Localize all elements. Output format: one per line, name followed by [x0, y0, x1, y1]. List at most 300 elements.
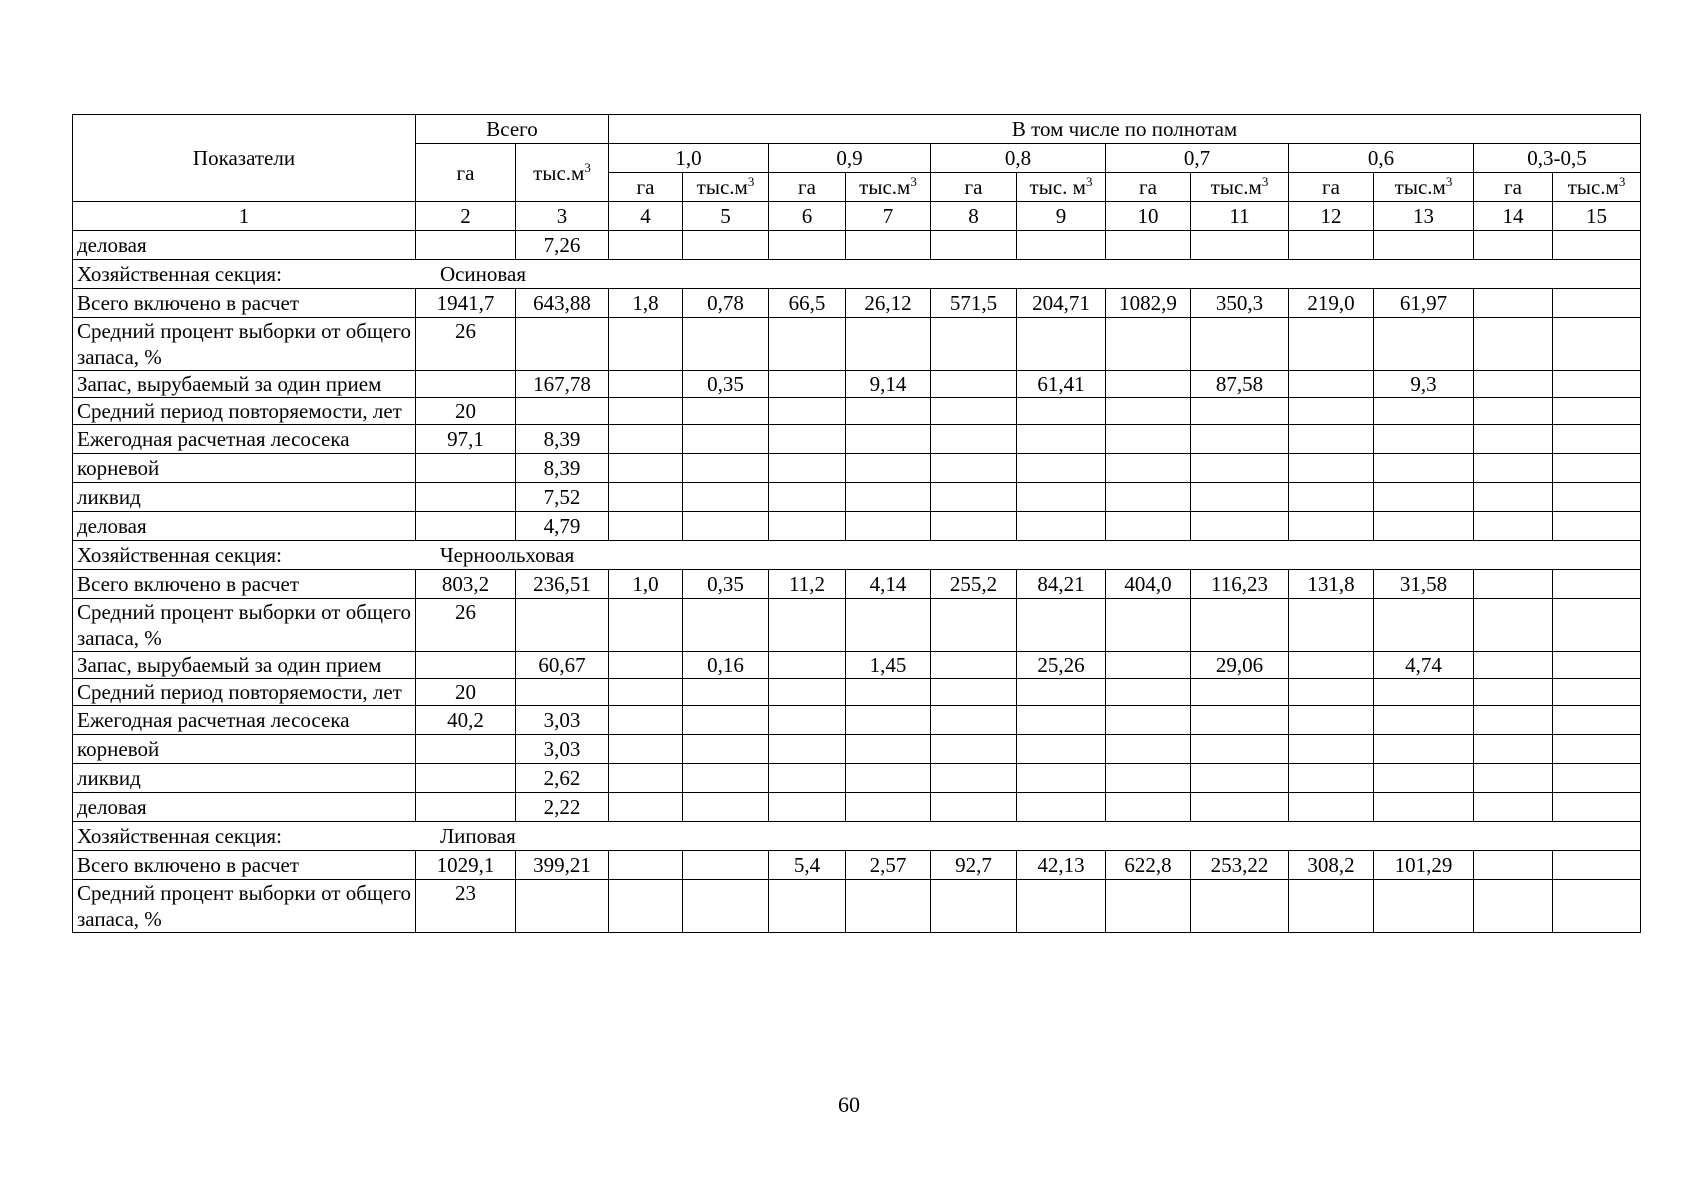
table-cell: 219,0: [1289, 289, 1374, 318]
table-cell: [516, 880, 609, 933]
table-cell: [769, 483, 846, 512]
table-row: [73, 570, 1641, 599]
column-number: 3: [516, 202, 609, 231]
table-cell: 0,35: [683, 570, 769, 599]
section-row: [73, 822, 1641, 851]
header-indicators: Показатели: [73, 115, 416, 202]
column-number: 8: [931, 202, 1017, 231]
table-cell: 23: [416, 880, 516, 933]
table-cell: 2,62: [516, 764, 609, 793]
table-cell: [1106, 793, 1191, 822]
header-density-2: 0,9: [769, 144, 931, 173]
table-cell: [609, 425, 683, 454]
table-cell: [1474, 425, 1553, 454]
table-cell: 66,5: [769, 289, 846, 318]
table-cell: [931, 398, 1017, 425]
header-vol: тыс. $м^3$: [1017, 173, 1106, 202]
table-cell: [1474, 706, 1553, 735]
table-cell: [1553, 793, 1641, 822]
table-cell: [416, 512, 516, 541]
table-cell: [416, 652, 516, 679]
table-cell: 26: [416, 318, 516, 371]
table-cell: [683, 483, 769, 512]
table-row: [73, 231, 1641, 260]
table-cell: [609, 454, 683, 483]
table-cell: [1374, 764, 1474, 793]
section-name: Черноольховая: [439, 543, 575, 567]
table-cell: [1191, 735, 1289, 764]
table-cell: [769, 599, 846, 652]
table-cell: [1191, 512, 1289, 541]
header-density-6: 0,3-0,5: [1474, 144, 1641, 173]
table-cell: [1553, 371, 1641, 398]
table-cell: [609, 398, 683, 425]
table-cell: [609, 231, 683, 260]
table-row: [73, 398, 1641, 425]
header-total-vol: $тыс.м^3$: [516, 144, 609, 202]
table-cell: [683, 512, 769, 541]
table-row: [73, 371, 1641, 398]
table-row: [73, 735, 1641, 764]
table-row: [73, 679, 1641, 706]
table-cell: [1374, 599, 1474, 652]
table-cell: [1191, 425, 1289, 454]
table-cell: [516, 318, 609, 371]
table-cell: [1017, 231, 1106, 260]
table-cell: [683, 880, 769, 933]
table-cell: [846, 425, 931, 454]
column-number: 15: [1553, 202, 1641, 231]
row-label: Ежегодная расчетная лесосека: [73, 706, 416, 735]
table-cell: 8,39: [516, 425, 609, 454]
table-cell: [1017, 599, 1106, 652]
table-cell: [1474, 483, 1553, 512]
table-cell: 61,41: [1017, 371, 1106, 398]
table-cell: [1106, 652, 1191, 679]
table-cell: [1191, 231, 1289, 260]
table-cell: [609, 679, 683, 706]
table-cell: [846, 793, 931, 822]
table-cell: [683, 706, 769, 735]
table-cell: [1191, 880, 1289, 933]
table-row: [73, 880, 1641, 933]
column-number: 6: [769, 202, 846, 231]
table-cell: [1553, 706, 1641, 735]
table-cell: [1374, 231, 1474, 260]
table-cell: [1106, 735, 1191, 764]
table-cell: [416, 793, 516, 822]
table-cell: [931, 425, 1017, 454]
table-cell: 40,2: [416, 706, 516, 735]
table-cell: [1106, 454, 1191, 483]
header-vol: $тыс.м^3$: [1553, 173, 1641, 202]
table-cell: [769, 679, 846, 706]
table-cell: 29,06: [1191, 652, 1289, 679]
table-cell: 60,67: [516, 652, 609, 679]
table-cell: [846, 231, 931, 260]
table-cell: [1191, 793, 1289, 822]
table-cell: [1106, 599, 1191, 652]
row-label: Всего включено в расчет: [73, 851, 416, 880]
table-cell: [931, 679, 1017, 706]
table-cell: [1191, 454, 1289, 483]
table-cell: 622,8: [1106, 851, 1191, 880]
table-cell: [1289, 454, 1374, 483]
row-label: Средний период повторяемости, лет: [73, 398, 416, 425]
table-cell: [1553, 454, 1641, 483]
table-cell: [1106, 371, 1191, 398]
table-cell: [1374, 398, 1474, 425]
header-ha: га: [1474, 173, 1553, 202]
table-row: [73, 793, 1641, 822]
table-cell: [1289, 599, 1374, 652]
table-cell: 803,2: [416, 570, 516, 599]
header-ha: га: [609, 173, 683, 202]
column-number: 14: [1474, 202, 1553, 231]
table-cell: 253,22: [1191, 851, 1289, 880]
table-cell: [1553, 652, 1641, 679]
table-cell: [769, 735, 846, 764]
header-density-4: 0,7: [1106, 144, 1289, 173]
forest-harvest-table: [72, 114, 1641, 933]
table-cell: 7,52: [516, 483, 609, 512]
column-number: 9: [1017, 202, 1106, 231]
table-cell: [931, 652, 1017, 679]
table-cell: [1553, 483, 1641, 512]
table-cell: [931, 231, 1017, 260]
table-cell: 1082,9: [1106, 289, 1191, 318]
section-prefix: Хозяйственная секция:: [77, 543, 282, 567]
table-cell: [609, 371, 683, 398]
table-cell: [1374, 512, 1474, 541]
table-cell: [1553, 289, 1641, 318]
table-cell: [1374, 425, 1474, 454]
table-cell: [1017, 880, 1106, 933]
table-cell: [1289, 735, 1374, 764]
column-number: 12: [1289, 202, 1374, 231]
table-cell: [1474, 289, 1553, 318]
table-cell: [1017, 454, 1106, 483]
table-cell: [1553, 398, 1641, 425]
table-cell: [609, 483, 683, 512]
row-label: Средний процент выборки от общего запаса, %: [73, 880, 416, 933]
section-cell: [73, 541, 1641, 570]
table-cell: [683, 398, 769, 425]
table-cell: [1553, 425, 1641, 454]
table-cell: 131,8: [1289, 570, 1374, 599]
table-cell: [769, 318, 846, 371]
table-cell: [1474, 880, 1553, 933]
table-cell: [1474, 512, 1553, 541]
table-cell: 3,03: [516, 706, 609, 735]
table-cell: [1553, 764, 1641, 793]
table-cell: [769, 512, 846, 541]
table-cell: [609, 851, 683, 880]
table-cell: [1553, 679, 1641, 706]
table-cell: 31,58: [1374, 570, 1474, 599]
table-cell: [1289, 793, 1374, 822]
table-cell: [846, 880, 931, 933]
page-number: 60: [838, 1092, 860, 1117]
table-cell: [846, 398, 931, 425]
table-cell: [1017, 793, 1106, 822]
table-cell: 92,7: [931, 851, 1017, 880]
table-cell: [1553, 512, 1641, 541]
table-cell: [1191, 599, 1289, 652]
table-cell: [1289, 231, 1374, 260]
table-cell: [1017, 735, 1106, 764]
table-cell: [1289, 880, 1374, 933]
table-cell: 97,1: [416, 425, 516, 454]
table-cell: [1017, 679, 1106, 706]
table-cell: [1289, 764, 1374, 793]
table-cell: 87,58: [1191, 371, 1289, 398]
section-cell: [73, 260, 1641, 289]
column-number: 4: [609, 202, 683, 231]
table-cell: [416, 231, 516, 260]
table-cell: [1017, 398, 1106, 425]
table-cell: [846, 706, 931, 735]
table-cell: [609, 764, 683, 793]
row-label: Средний процент выборки от общего запаса, %: [73, 599, 416, 652]
table-row: [73, 318, 1641, 371]
header-density-3: 0,8: [931, 144, 1106, 173]
table-cell: [1374, 318, 1474, 371]
table-cell: [931, 483, 1017, 512]
table-cell: [1289, 398, 1374, 425]
row-label: ликвид: [73, 764, 416, 793]
table-cell: 8,39: [516, 454, 609, 483]
table-cell: [931, 454, 1017, 483]
table-cell: [683, 679, 769, 706]
table-cell: 1,8: [609, 289, 683, 318]
section-name: Осиновая: [439, 262, 527, 286]
header-vol: $тыс.м^3$: [683, 173, 769, 202]
table-cell: 9,3: [1374, 371, 1474, 398]
column-number: 1: [73, 202, 416, 231]
table-row: [73, 483, 1641, 512]
table-row: [73, 851, 1641, 880]
table-cell: 350,3: [1191, 289, 1289, 318]
table-cell: 236,51: [516, 570, 609, 599]
table-header: [73, 115, 1641, 231]
column-numbers-row: [73, 202, 1641, 231]
table-cell: [1106, 679, 1191, 706]
table-cell: 4,14: [846, 570, 931, 599]
table-cell: 3,03: [516, 735, 609, 764]
table-cell: [516, 398, 609, 425]
table-cell: [1474, 652, 1553, 679]
table-cell: [1191, 398, 1289, 425]
table-cell: 20: [416, 398, 516, 425]
table-cell: 11,2: [769, 570, 846, 599]
table-body: [73, 231, 1641, 933]
table-cell: [846, 483, 931, 512]
table-cell: [609, 880, 683, 933]
table-cell: [609, 793, 683, 822]
table-cell: 26,12: [846, 289, 931, 318]
table-cell: [1289, 371, 1374, 398]
table-cell: [931, 318, 1017, 371]
section-prefix: Хозяйственная секция:: [77, 824, 282, 848]
table-cell: [846, 318, 931, 371]
table-cell: [1289, 318, 1374, 371]
table-cell: 0,78: [683, 289, 769, 318]
table-cell: [769, 425, 846, 454]
column-number: 5: [683, 202, 769, 231]
table-cell: [1553, 599, 1641, 652]
table-cell: [931, 764, 1017, 793]
header-ha: га: [1106, 173, 1191, 202]
table-cell: [1474, 764, 1553, 793]
table-row: [73, 652, 1641, 679]
table-cell: [416, 483, 516, 512]
table-cell: 20: [416, 679, 516, 706]
header-ha: га: [1289, 173, 1374, 202]
section-row: [73, 260, 1641, 289]
table-cell: [769, 454, 846, 483]
table-cell: [516, 679, 609, 706]
row-label: Запас, вырубаемый за один прием: [73, 652, 416, 679]
table-cell: [1017, 483, 1106, 512]
table-cell: 4,74: [1374, 652, 1474, 679]
table-cell: [1553, 735, 1641, 764]
table-cell: [1474, 318, 1553, 371]
table-cell: [1017, 425, 1106, 454]
table-row: [73, 512, 1641, 541]
table-cell: [769, 652, 846, 679]
row-label: Средний период повторяемости, лет: [73, 679, 416, 706]
table-cell: [1474, 679, 1553, 706]
header-by-density: В том числе по полнотам: [609, 115, 1641, 144]
header-vol: $тыс.м^3$: [1374, 173, 1474, 202]
table-cell: 61,97: [1374, 289, 1474, 318]
header-density-1: 1,0: [609, 144, 769, 173]
table-cell: [1106, 483, 1191, 512]
table-cell: [846, 512, 931, 541]
table-cell: [1553, 880, 1641, 933]
table-cell: [683, 599, 769, 652]
table-cell: [1191, 318, 1289, 371]
table-cell: 571,5: [931, 289, 1017, 318]
table-cell: [609, 652, 683, 679]
table-cell: 42,13: [1017, 851, 1106, 880]
table-cell: 0,16: [683, 652, 769, 679]
table-cell: [516, 599, 609, 652]
table-cell: 1029,1: [416, 851, 516, 880]
row-label: Средний процент выборки от общего запаса, %: [73, 318, 416, 371]
row-label: Запас, вырубаемый за один прием: [73, 371, 416, 398]
table-cell: 399,21: [516, 851, 609, 880]
table-cell: [1017, 318, 1106, 371]
table-cell: [931, 793, 1017, 822]
table-cell: [1289, 679, 1374, 706]
column-number: 11: [1191, 202, 1289, 231]
table-cell: [846, 454, 931, 483]
table-cell: [1106, 398, 1191, 425]
table-cell: [1106, 231, 1191, 260]
section-cell: [73, 822, 1641, 851]
table-row: [73, 425, 1641, 454]
table-row: [73, 454, 1641, 483]
table-cell: [416, 735, 516, 764]
column-number: 7: [846, 202, 931, 231]
table-cell: [1106, 706, 1191, 735]
table-cell: [846, 599, 931, 652]
table-cell: [683, 793, 769, 822]
table-cell: [683, 851, 769, 880]
table-cell: [1374, 735, 1474, 764]
table-row: [73, 289, 1641, 318]
column-number: 10: [1106, 202, 1191, 231]
table-cell: [1474, 570, 1553, 599]
table-cell: [769, 371, 846, 398]
table-cell: [769, 706, 846, 735]
table-cell: 25,26: [1017, 652, 1106, 679]
table-cell: [1374, 483, 1474, 512]
table-cell: [1553, 318, 1641, 371]
table-cell: [769, 793, 846, 822]
table-cell: [1106, 318, 1191, 371]
table-cell: [1289, 706, 1374, 735]
table-cell: 643,88: [516, 289, 609, 318]
table-cell: 1941,7: [416, 289, 516, 318]
table-cell: [1106, 512, 1191, 541]
table-cell: 101,29: [1374, 851, 1474, 880]
table-cell: [1474, 599, 1553, 652]
row-label: Всего включено в расчет: [73, 289, 416, 318]
table-cell: [1474, 454, 1553, 483]
row-label: корневой: [73, 735, 416, 764]
header-vol: $тыс.м^3$: [1191, 173, 1289, 202]
table-cell: [1553, 570, 1641, 599]
table-cell: 26: [416, 599, 516, 652]
table-cell: [1474, 398, 1553, 425]
table-cell: [1553, 851, 1641, 880]
header-total-ha: га: [416, 144, 516, 202]
table-cell: [1374, 880, 1474, 933]
table-cell: 84,21: [1017, 570, 1106, 599]
table-cell: [931, 880, 1017, 933]
table-cell: [1106, 764, 1191, 793]
table-cell: [609, 735, 683, 764]
table-row: [73, 764, 1641, 793]
table-cell: [609, 706, 683, 735]
table-cell: [1106, 425, 1191, 454]
table-cell: [1289, 512, 1374, 541]
table-cell: [1106, 880, 1191, 933]
table-cell: [683, 735, 769, 764]
table-row: [73, 599, 1641, 652]
table-cell: [931, 512, 1017, 541]
table-cell: [931, 706, 1017, 735]
header-density-5: 0,6: [1289, 144, 1474, 173]
table-cell: [416, 454, 516, 483]
table-cell: 2,57: [846, 851, 931, 880]
table-cell: 308,2: [1289, 851, 1374, 880]
table-cell: [1289, 425, 1374, 454]
table-cell: [683, 425, 769, 454]
table-cell: 4,79: [516, 512, 609, 541]
table-cell: [416, 371, 516, 398]
table-cell: 5,4: [769, 851, 846, 880]
row-label: деловая: [73, 793, 416, 822]
table-cell: [683, 454, 769, 483]
section-name: Липовая: [439, 824, 516, 848]
header-ha: га: [931, 173, 1017, 202]
header-ha: га: [769, 173, 846, 202]
table-cell: 204,71: [1017, 289, 1106, 318]
